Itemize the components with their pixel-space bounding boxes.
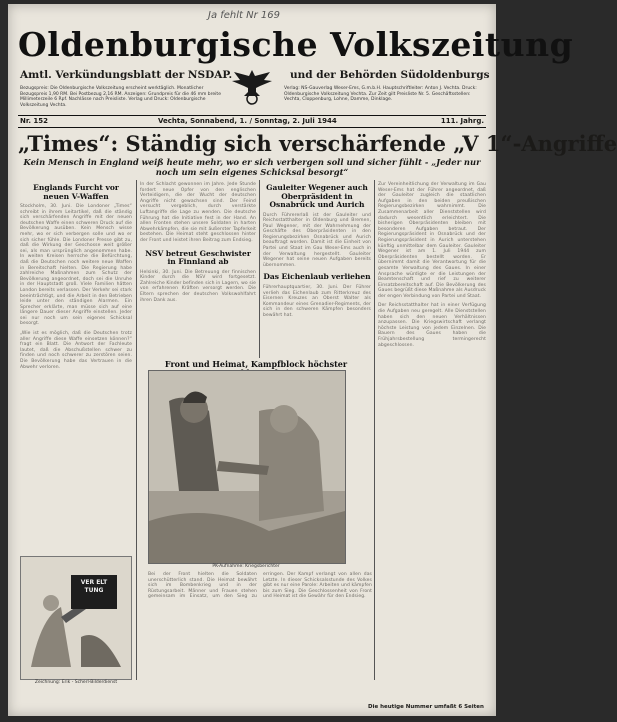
impressum-left: Bezugspreis: Die Oldenburgische Volkszeitung erscheint werktäglich. Monatlicher Bezugspreis 1,90 RM. Bei Postbezug 2,16 RM. Anzeigen: Grundpreis für die 46 mm breite Millimeterzeile 6 Rpf. Nachlässe nach Preisliste. Verlag und Druck: Oldenburgische Volkszeitung Vechta. xyxy=(20,86,221,108)
impressum-right: Verlag: NS-Gauverlag Weser-Ems, G.m.b.H. Hauptschriftleiter: Anton J. Vechta. Druck: Oldenburgische Volkszeitung Vechta. Zur Zeit gilt Preisliste Nr. 5. Geschäftsstellen: Vechta, Cloppenburg, Lohne, Damme, Dinklage. xyxy=(284,86,477,103)
photo-illustration xyxy=(149,371,345,563)
article-column-4 xyxy=(378,182,486,697)
article-text-front: In der Schlacht gewonnen im Jahre. Jede Stunde fordert neue Opfer von den englischen Verteidigern, die der Wucht der deutschen Angriffe nicht gewachsen sind. Der Feind versucht vergeblich, durch verstärkte Luftangriffe die Lage zu wenden. Die deutsche Führung hat die Initiative fest in der Hand. An allen Fronten stehen unsere Soldaten in harten Abwehrkämpfen, die sie mit äußerster Tapferkeit bestehen. Die Heimat steht geschlossen hinter der Front und leistet ihren Beitrag zum Endsieg. xyxy=(140,182,256,243)
front-photo xyxy=(148,370,346,564)
article-text-england-2: „Wie ist es möglich, daß die Deutschen trotz aller Angriffe diese Waffe einsetzen können?“ fragt ein Blatt. Die Antwort der Fachleute lautet, daß die Abschußstellen schwer zu finden und noch schwerer zu zerstören seien. Die Bevölkerung habe das Vertrauen in die Abwehr verloren. xyxy=(20,331,132,370)
cartoon-caption: Zeichnung: Erik - Scherl-Bilderdienst xyxy=(34,680,118,685)
eagle-icon xyxy=(230,66,274,106)
issue-date: Vechta, Sonnabend, 1. / Sonntag, 2. Juli 1944 xyxy=(158,117,337,125)
issue-year: 111. Jahrg. xyxy=(440,117,484,125)
article-head-england: Englands Furcht vor neuen V-Waffen xyxy=(33,183,119,201)
column-rule xyxy=(259,180,260,358)
cartoon-illustration xyxy=(20,556,132,680)
article-text-eichenlaub: Führerhauptquartier, 30. Juni. Der Führer verlieh das Eichenlaub zum Ritterkreuz des Eisernen Kreuzes an Oberst Walter als Kommandeur eines Grenadier-Regiments, der sich in den schweren Kämpfen besonders bewährt hat. xyxy=(263,284,371,318)
masthead-title: Oldenburgische Volkszeitung xyxy=(18,25,574,64)
footer-note: Die heutige Nummer umfaßt 6 Seiten xyxy=(368,704,484,710)
cartoon-sign: VER ELT TUNG xyxy=(71,575,117,609)
dateline xyxy=(18,115,486,128)
article-head-wegener: Gauleiter Wegener auch Oberpräsident in Osnabrück und Aurich xyxy=(266,183,368,209)
newspaper-page xyxy=(8,4,617,716)
article-column-2 xyxy=(140,182,256,358)
masthead-subtitle-right: und der Behörden Südoldenburgs xyxy=(290,69,490,81)
article-text-front-heimat: Bei der Front hielten die Soldaten unerschütterlich stand. Die Heimat bewährt sich im Bombenkrieg und in der Rüstungsarbeit. Männer und Frauen stehen gemeinsam im Einsatz, um den Sieg zu erringen. Der Kampf verlangt von allen das Letzte. In dieser Schicksalsstunde des Volkes gibt es nur eine Parole: Arbeiten und kämpfen bis zum Sieg. Die Geschlossenheit von Front und Heimat ist die Gewähr für den Endsieg. xyxy=(148,572,372,600)
main-subhead: Kein Mensch in England weiß heute mehr, wo er sich verbergen soll und sicher fühlt - „Jeder nur noch um sein eigenes Schicksal besorgt“ xyxy=(23,157,481,177)
main-headline: „Times“: Ständig sich verschärfende „V 1“-Angriffe xyxy=(18,131,617,156)
article-text-oberpraesident-2: Der Reichsstatthalter hat in einer Verfügung die Aufgaben neu geregelt. Alle Dienststellen haben sich den neuen Verhältnissen anzupassen. Die Kriegswirtschaft verlangt höchste Leistung von jedem Einzelnen. Die Bauern des Gaues haben die Frühjahrsbestellung termingerecht abgeschlossen. xyxy=(378,303,486,348)
article-head-nsv: NSV betreut Geschwister in Finnland ab xyxy=(145,248,251,267)
article-text-middle-lower xyxy=(148,572,372,698)
column-rule xyxy=(136,180,137,680)
issue-number: Nr. 152 xyxy=(20,117,49,125)
article-column-3 xyxy=(263,182,371,358)
handwritten-note: Ja fehlt Nr 169 xyxy=(208,10,281,21)
masthead-subtitle-left: Amtl. Verkündungsblatt der NSDAP. xyxy=(20,69,233,81)
article-column-1 xyxy=(20,182,132,552)
middle-banner: Front und Heimat, Kampfblock höchster xyxy=(164,359,348,369)
article-text-england: Stockholm, 30. Juni. Die Londoner „Times“ schreibt in ihrem Leitartikel, daß die ständig sich verschärfenden Angriffe mit der neuen deutschen Waffe einen schweren Druck auf die Bevölkerung ausüben. Kein Mensch wisse mehr, wo er sich verbergen solle und wo er sich sicher fühle. Die Londoner Presse gibt zu, daß die Wirkung der Geschosse weit größer sei, als man ursprünglich angenommen habe. In weiten Kreisen herrsche die Befürchtung, daß die Deutschen noch weitere neue Waffen in Bereitschaft hielten. Die Regierung habe zahlreiche Maßnahmen zum Schutz der Bevölkerung angeordnet, doch sei die Unruhe in der Hauptstadt groß. Viele Familien hätten London bereits verlassen. Der Verkehr sei stark beeinträchtigt, und die Arbeit in den Betrieben leide unter den ständigen Alarmen. Ein Sprecher erklärte, man müsse sich auf eine längere Dauer dieser Angriffe einstellen. Jeder sei nur noch um sein eigenes Schicksal besorgt. xyxy=(20,204,132,327)
article-head-eichenlaub: Das Eichenlaub verliehen xyxy=(263,272,371,282)
article-text-nsv: Helsinki, 30. Juni. Die Betreuung der finnischen Kinder durch die NSV wird fortgesetzt. Zahlreiche Kinder befinden sich in Lagern, wo sie von erfahrenen Kräften versorgt werden. Die Eltern sprechen der deutschen Volkswohlfahrt ihren Dank aus. xyxy=(140,269,256,303)
photo-caption: PK-Aufnahme: Kriegsberichter xyxy=(212,564,280,569)
article-text-oberpraesident: Zur Vereinheitlichung der Verwaltung im Gau Weser-Ems hat der Führer angeordnet, daß der Gauleiter zugleich die staatlichen Aufgaben in den beiden preußischen Regierungsbezirken wahrnimmt. Die Zusammenarbeit aller Dienststellen wird dadurch wesentlich erleichtert. Die bisherigen Oberpräsidenten bleiben mit besonderen Aufgaben betraut. Der Regierungspräsident in Osnabrück und der Regierungspräsident in Aurich unterstehen künftig unmittelbar dem Gauleiter. Gauleiter Wegener ist am 1. Juli 1944 zum Oberpräsidenten bestellt worden. Er übernimmt damit die Verantwortung für die gesamte Verwaltung des Gaues. In einer Ansprache würdigte er die Leistungen der Beamtenschaft und rief zu weiterer Einsatzbereitschaft auf. Die Bevölkerung des Gaues begrüßt diese Maßnahme als Ausdruck der engen Verbindung von Partei und Staat. xyxy=(378,182,486,299)
article-text-wegener: Durch Führererlaß ist der Gauleiter und Reichsstatthalter in Oldenburg und Bremen, Paul Wegener, mit der Wahrnehmung der Geschäfte des Oberpräsidenten in den Regierungsbezirken Osnabrück und Aurich beauftragt worden. Damit ist die Einheit von Partei und Staat im Gau Weser-Ems auch in der Verwaltung hergestellt. Gauleiter Wegener hat seine neuen Aufgaben bereits übernommen. xyxy=(263,212,371,268)
column-rule xyxy=(374,180,375,680)
